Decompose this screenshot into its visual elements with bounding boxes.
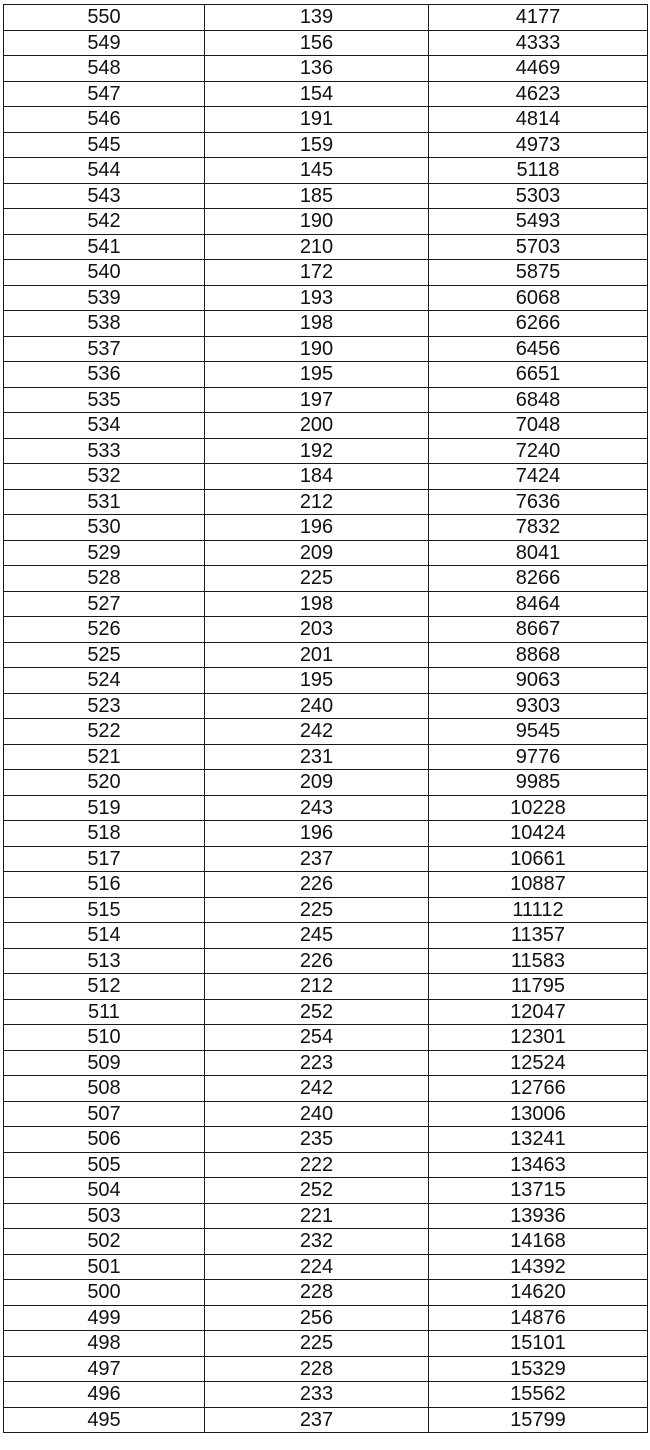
score-cell: 505 (4, 1152, 205, 1178)
cumulative-cell: 4814 (429, 107, 648, 133)
count-cell: 210 (205, 234, 429, 260)
score-cell: 516 (4, 872, 205, 898)
count-cell: 232 (205, 1229, 429, 1255)
count-cell: 212 (205, 974, 429, 1000)
cumulative-cell: 9303 (429, 693, 648, 719)
count-cell: 221 (205, 1203, 429, 1229)
cumulative-cell: 4469 (429, 56, 648, 82)
cumulative-cell: 14168 (429, 1229, 648, 1255)
count-cell: 190 (205, 336, 429, 362)
count-cell: 222 (205, 1152, 429, 1178)
table-row (4, 1331, 648, 1357)
cumulative-cell: 7048 (429, 413, 648, 439)
cumulative-cell: 15101 (429, 1331, 648, 1357)
score-cell: 515 (4, 897, 205, 923)
score-cell: 497 (4, 1356, 205, 1382)
table-row (4, 1152, 648, 1178)
table-row (4, 260, 648, 286)
score-cell: 549 (4, 30, 205, 56)
score-cell: 537 (4, 336, 205, 362)
score-cell: 538 (4, 311, 205, 337)
cumulative-cell: 5875 (429, 260, 648, 286)
count-cell: 209 (205, 540, 429, 566)
table-row (4, 183, 648, 209)
score-cell: 526 (4, 617, 205, 643)
cumulative-cell: 11795 (429, 974, 648, 1000)
cumulative-cell: 7240 (429, 438, 648, 464)
count-cell: 156 (205, 30, 429, 56)
count-cell: 154 (205, 81, 429, 107)
cumulative-cell: 9776 (429, 744, 648, 770)
table-row (4, 158, 648, 184)
count-cell: 231 (205, 744, 429, 770)
count-cell: 185 (205, 183, 429, 209)
score-cell: 550 (4, 5, 205, 31)
table-row (4, 897, 648, 923)
score-cell: 535 (4, 387, 205, 413)
cumulative-cell: 12766 (429, 1076, 648, 1102)
count-cell: 136 (205, 56, 429, 82)
table-row (4, 540, 648, 566)
cumulative-cell: 13463 (429, 1152, 648, 1178)
score-cell: 506 (4, 1127, 205, 1153)
score-cell: 544 (4, 158, 205, 184)
cumulative-cell: 13006 (429, 1101, 648, 1127)
cumulative-cell: 4333 (429, 30, 648, 56)
cumulative-cell: 11583 (429, 948, 648, 974)
count-cell: 243 (205, 795, 429, 821)
count-cell: 225 (205, 1331, 429, 1357)
table-row (4, 1280, 648, 1306)
count-cell: 195 (205, 668, 429, 694)
score-cell: 541 (4, 234, 205, 260)
count-cell: 242 (205, 719, 429, 745)
count-cell: 209 (205, 770, 429, 796)
table-row (4, 30, 648, 56)
table-row (4, 515, 648, 541)
count-cell: 228 (205, 1356, 429, 1382)
score-cell: 547 (4, 81, 205, 107)
table-row (4, 285, 648, 311)
score-cell: 503 (4, 1203, 205, 1229)
count-cell: 245 (205, 923, 429, 949)
table-row (4, 1050, 648, 1076)
table-row (4, 693, 648, 719)
table-row (4, 1178, 648, 1204)
table-row (4, 387, 648, 413)
count-cell: 197 (205, 387, 429, 413)
cumulative-cell: 4623 (429, 81, 648, 107)
cumulative-cell: 11112 (429, 897, 648, 923)
score-cell: 504 (4, 1178, 205, 1204)
cumulative-cell: 13936 (429, 1203, 648, 1229)
cumulative-cell: 15799 (429, 1407, 648, 1433)
cumulative-cell: 13241 (429, 1127, 648, 1153)
score-cell: 533 (4, 438, 205, 464)
cumulative-cell: 15562 (429, 1382, 648, 1408)
count-cell: 212 (205, 489, 429, 515)
cumulative-cell: 9545 (429, 719, 648, 745)
score-cell: 520 (4, 770, 205, 796)
table-row (4, 974, 648, 1000)
count-cell: 252 (205, 1178, 429, 1204)
score-cell: 523 (4, 693, 205, 719)
score-cell: 498 (4, 1331, 205, 1357)
cumulative-cell: 6651 (429, 362, 648, 388)
score-cell: 508 (4, 1076, 205, 1102)
count-cell: 184 (205, 464, 429, 490)
score-cell: 495 (4, 1407, 205, 1433)
table-row (4, 1305, 648, 1331)
score-cell: 501 (4, 1254, 205, 1280)
score-cell: 500 (4, 1280, 205, 1306)
count-cell: 191 (205, 107, 429, 133)
score-cell: 510 (4, 1025, 205, 1051)
count-cell: 192 (205, 438, 429, 464)
score-distribution-table (3, 4, 648, 1433)
table-row (4, 642, 648, 668)
count-cell: 195 (205, 362, 429, 388)
count-cell: 225 (205, 566, 429, 592)
count-cell: 145 (205, 158, 429, 184)
table-row (4, 591, 648, 617)
table-row (4, 489, 648, 515)
cumulative-cell: 14620 (429, 1280, 648, 1306)
count-cell: 228 (205, 1280, 429, 1306)
count-cell: 190 (205, 209, 429, 235)
table-row (4, 1076, 648, 1102)
score-cell: 543 (4, 183, 205, 209)
cumulative-cell: 12301 (429, 1025, 648, 1051)
score-cell: 546 (4, 107, 205, 133)
count-cell: 223 (205, 1050, 429, 1076)
cumulative-cell: 10424 (429, 821, 648, 847)
table-row (4, 56, 648, 82)
score-cell: 524 (4, 668, 205, 694)
cumulative-cell: 5118 (429, 158, 648, 184)
score-cell: 502 (4, 1229, 205, 1255)
cumulative-cell: 5703 (429, 234, 648, 260)
table-row (4, 1101, 648, 1127)
cumulative-cell: 6068 (429, 285, 648, 311)
table-row (4, 336, 648, 362)
table-row (4, 438, 648, 464)
score-cell: 527 (4, 591, 205, 617)
table-row (4, 234, 648, 260)
count-cell: 254 (205, 1025, 429, 1051)
table-row (4, 209, 648, 235)
table-row (4, 1229, 648, 1255)
table-row (4, 872, 648, 898)
score-cell: 528 (4, 566, 205, 592)
cumulative-cell: 8266 (429, 566, 648, 592)
table-row (4, 923, 648, 949)
cumulative-cell: 7424 (429, 464, 648, 490)
score-cell: 522 (4, 719, 205, 745)
cumulative-cell: 8041 (429, 540, 648, 566)
score-cell: 545 (4, 132, 205, 158)
cumulative-cell: 5303 (429, 183, 648, 209)
score-cell: 511 (4, 999, 205, 1025)
table-row (4, 1356, 648, 1382)
table-row (4, 1254, 648, 1280)
score-cell: 518 (4, 821, 205, 847)
table-row (4, 770, 648, 796)
count-cell: 201 (205, 642, 429, 668)
score-cell: 514 (4, 923, 205, 949)
cumulative-cell: 10228 (429, 795, 648, 821)
score-cell: 513 (4, 948, 205, 974)
score-cell: 519 (4, 795, 205, 821)
cumulative-cell: 8868 (429, 642, 648, 668)
cumulative-cell: 13715 (429, 1178, 648, 1204)
table-row (4, 413, 648, 439)
table-row (4, 744, 648, 770)
cumulative-cell: 4973 (429, 132, 648, 158)
table-body (4, 5, 648, 1433)
score-cell: 496 (4, 1382, 205, 1408)
count-cell: 240 (205, 1101, 429, 1127)
score-cell: 509 (4, 1050, 205, 1076)
cumulative-cell: 11357 (429, 923, 648, 949)
count-cell: 203 (205, 617, 429, 643)
cumulative-cell: 8464 (429, 591, 648, 617)
table-row (4, 5, 648, 31)
count-cell: 159 (205, 132, 429, 158)
count-cell: 193 (205, 285, 429, 311)
cumulative-cell: 7832 (429, 515, 648, 541)
count-cell: 172 (205, 260, 429, 286)
count-cell: 235 (205, 1127, 429, 1153)
table-row (4, 1382, 648, 1408)
table-row (4, 821, 648, 847)
table-row (4, 719, 648, 745)
score-cell: 536 (4, 362, 205, 388)
table-row (4, 999, 648, 1025)
score-cell: 512 (4, 974, 205, 1000)
count-cell: 240 (205, 693, 429, 719)
table-row (4, 1127, 648, 1153)
count-cell: 256 (205, 1305, 429, 1331)
cumulative-cell: 10887 (429, 872, 648, 898)
count-cell: 139 (205, 5, 429, 31)
table-row (4, 132, 648, 158)
count-cell: 224 (205, 1254, 429, 1280)
count-cell: 198 (205, 591, 429, 617)
count-cell: 198 (205, 311, 429, 337)
count-cell: 196 (205, 821, 429, 847)
table-row (4, 311, 648, 337)
cumulative-cell: 6266 (429, 311, 648, 337)
score-cell: 532 (4, 464, 205, 490)
score-cell: 499 (4, 1305, 205, 1331)
score-cell: 530 (4, 515, 205, 541)
score-cell: 539 (4, 285, 205, 311)
table-row (4, 668, 648, 694)
count-cell: 237 (205, 1407, 429, 1433)
table-row (4, 464, 648, 490)
cumulative-cell: 6848 (429, 387, 648, 413)
cumulative-cell: 8667 (429, 617, 648, 643)
cumulative-cell: 6456 (429, 336, 648, 362)
table-row (4, 362, 648, 388)
cumulative-cell: 14392 (429, 1254, 648, 1280)
cumulative-cell: 10661 (429, 846, 648, 872)
cumulative-cell: 5493 (429, 209, 648, 235)
score-cell: 529 (4, 540, 205, 566)
count-cell: 226 (205, 872, 429, 898)
cumulative-cell: 15329 (429, 1356, 648, 1382)
table-row (4, 107, 648, 133)
table-row (4, 795, 648, 821)
score-cell: 531 (4, 489, 205, 515)
cumulative-cell: 7636 (429, 489, 648, 515)
count-cell: 196 (205, 515, 429, 541)
score-cell: 525 (4, 642, 205, 668)
score-cell: 540 (4, 260, 205, 286)
score-cell: 534 (4, 413, 205, 439)
count-cell: 252 (205, 999, 429, 1025)
table-row (4, 566, 648, 592)
score-cell: 542 (4, 209, 205, 235)
count-cell: 242 (205, 1076, 429, 1102)
count-cell: 225 (205, 897, 429, 923)
score-cell: 548 (4, 56, 205, 82)
table-row (4, 81, 648, 107)
cumulative-cell: 12047 (429, 999, 648, 1025)
table-row (4, 1025, 648, 1051)
table-row (4, 846, 648, 872)
score-cell: 507 (4, 1101, 205, 1127)
table-row (4, 617, 648, 643)
score-cell: 517 (4, 846, 205, 872)
score-cell: 521 (4, 744, 205, 770)
table-row (4, 1407, 648, 1433)
cumulative-cell: 12524 (429, 1050, 648, 1076)
table-row (4, 1203, 648, 1229)
count-cell: 233 (205, 1382, 429, 1408)
count-cell: 226 (205, 948, 429, 974)
cumulative-cell: 14876 (429, 1305, 648, 1331)
table-row (4, 948, 648, 974)
cumulative-cell: 9063 (429, 668, 648, 694)
cumulative-cell: 4177 (429, 5, 648, 31)
count-cell: 200 (205, 413, 429, 439)
cumulative-cell: 9985 (429, 770, 648, 796)
count-cell: 237 (205, 846, 429, 872)
